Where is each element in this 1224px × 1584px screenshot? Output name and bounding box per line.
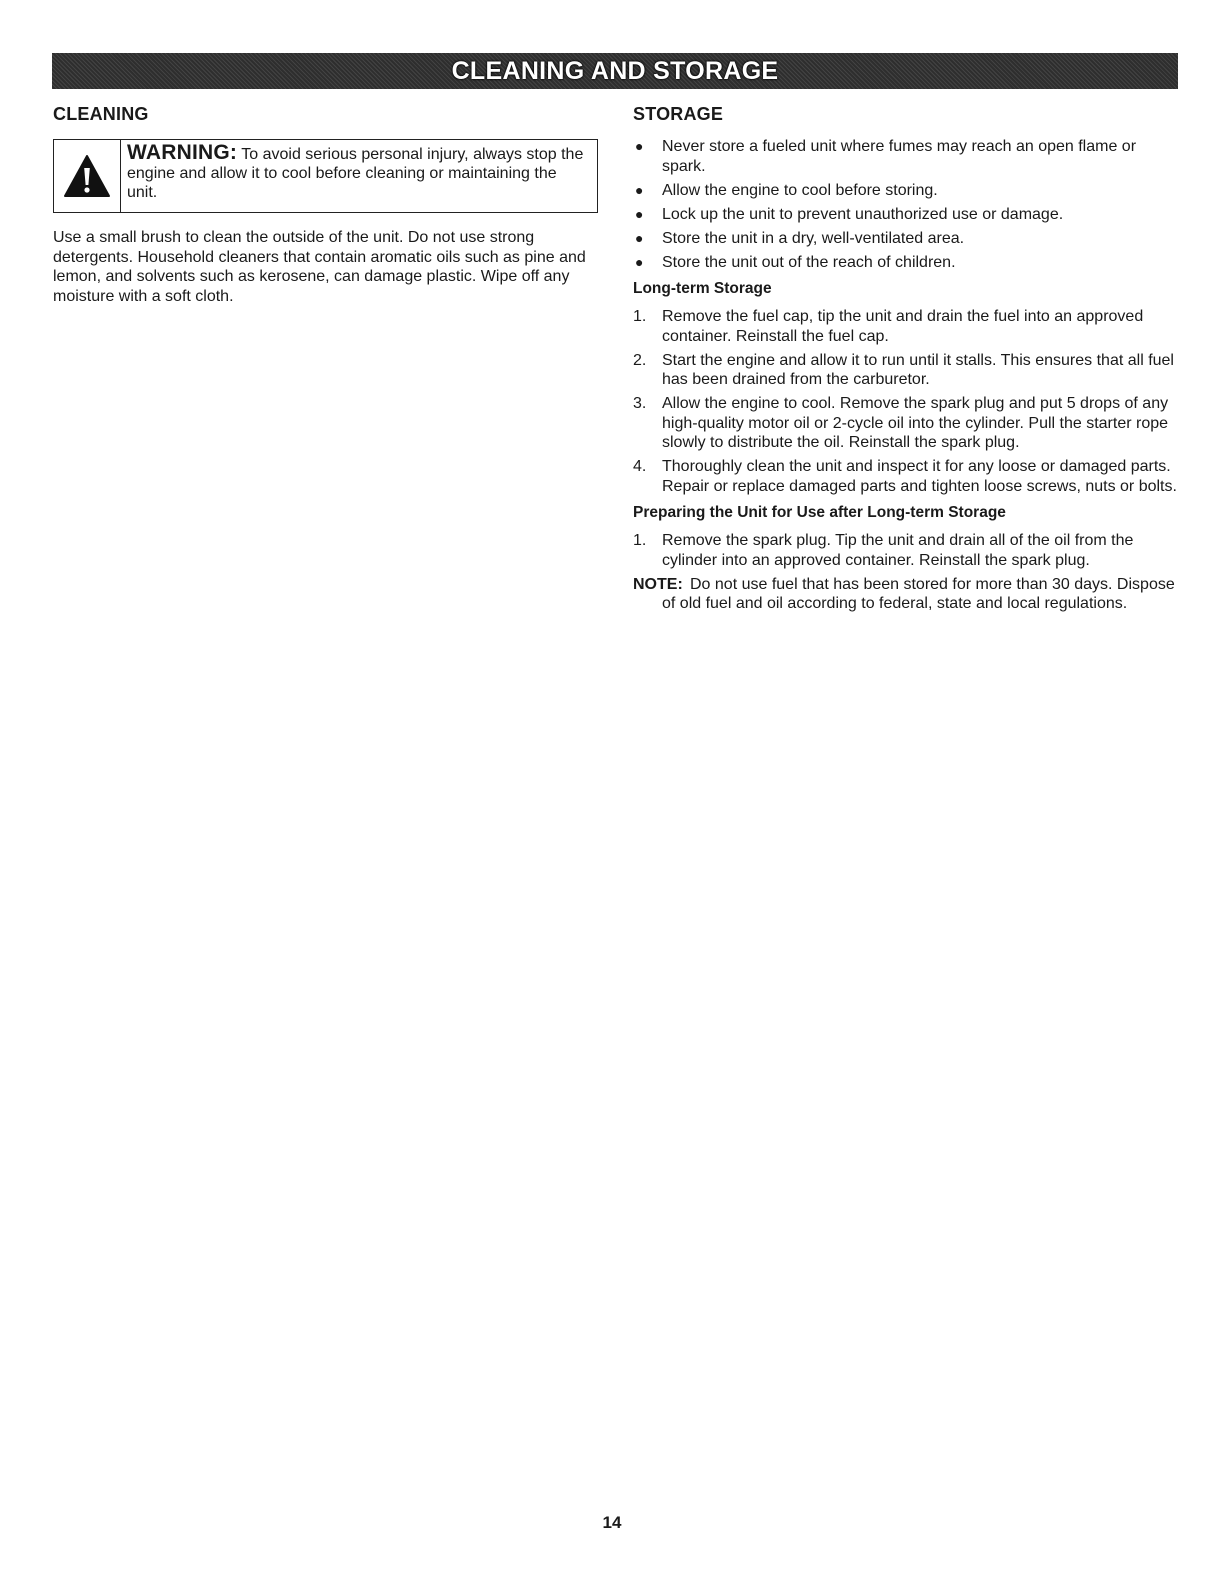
warning-triangle-icon xyxy=(63,154,111,198)
cleaning-column xyxy=(53,104,598,306)
warning-label: WARNING: xyxy=(127,141,238,164)
list-item: ● Allow the engine to cool before storing. xyxy=(635,181,938,199)
banner-title: CLEANING AND STORAGE xyxy=(451,56,779,85)
warning-box xyxy=(53,139,598,213)
long-term-steps xyxy=(633,307,1181,496)
list-item: ● Store the unit out of the reach of children. xyxy=(635,253,956,271)
list-item: 2. Start the engine and allow it to run until it stalls. This ensures that all fuel has been drained from the carburetor. xyxy=(633,351,1174,388)
warning-text xyxy=(121,140,597,212)
storage-bullet-list xyxy=(633,137,1181,272)
warning-icon-cell xyxy=(54,140,121,212)
preparing-steps xyxy=(633,531,1181,570)
note-text: Do not use fuel that has been stored for more than 30 days. Dispose of old fuel and oil according to federal, state and local regulations. xyxy=(662,575,1175,612)
bullet-icon: ● xyxy=(635,253,644,270)
storage-heading: STORAGE xyxy=(633,104,724,124)
list-item: ● Lock up the unit to prevent unauthorized use or damage. xyxy=(635,205,1064,223)
list-item: ● Store the unit in a dry, well-ventilated area. xyxy=(635,229,965,247)
storage-column xyxy=(633,104,1181,614)
list-item: ● Never store a fueled unit where fumes may reach an open flame or spark. xyxy=(635,138,1137,175)
note xyxy=(633,575,1181,614)
list-item: 1. Remove the fuel cap, tip the unit and drain the fuel into an approved container. Reinstall the fuel cap. xyxy=(633,308,1144,345)
cleaning-paragraph: Use a small brush to clean the outside of the unit. Do not use strong detergents. Household cleaners that contain aromatic oils such as pine and lemon, and solvents such as kerosene, can damage plastic. Wipe off any moisture with a soft cloth. xyxy=(53,229,586,305)
list-item: 3. Allow the engine to cool. Remove the spark plug and put 5 drops of any high-quality motor oil or 2-cycle oil into the cylinder. Pull the starter rope slowly to distribute the oil. Reinstall the spark plug. xyxy=(633,395,1169,451)
bullet-icon: ● xyxy=(635,181,644,198)
bullet-icon: ● xyxy=(635,229,644,246)
list-item: 4. Thoroughly clean the unit and inspect it for any loose or damaged parts. Repair or replace damaged parts and tighten loose screws, nuts or bolts. xyxy=(633,458,1177,495)
long-term-storage-heading: Long-term Storage xyxy=(633,280,772,297)
warning-message: To avoid serious personal injury, always stop the engine and allow it to cool before cleaning or maintaining the unit. xyxy=(127,146,584,201)
section-banner xyxy=(52,53,1178,89)
cleaning-heading: CLEANING xyxy=(53,104,149,124)
note-label: NOTE: xyxy=(633,575,683,593)
page-number: 14 xyxy=(602,1513,622,1532)
list-item: 1. Remove the spark plug. Tip the unit and drain all of the oil from the cylinder into an approved container. Reinstall the spark plug. xyxy=(633,532,1134,569)
preparing-heading: Preparing the Unit for Use after Long-term Storage xyxy=(633,504,1006,521)
bullet-icon: ● xyxy=(635,138,644,154)
bullet-icon: ● xyxy=(635,205,644,222)
